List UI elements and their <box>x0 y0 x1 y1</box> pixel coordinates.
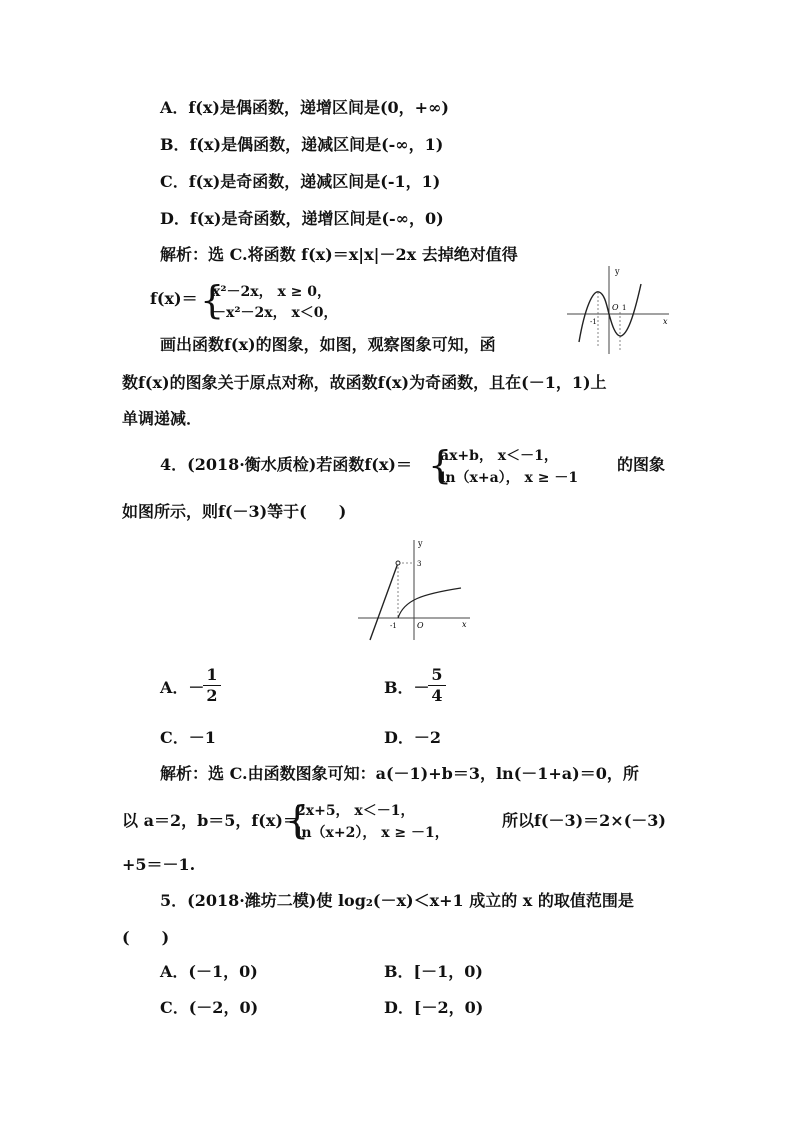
q3-solution-line4: 单调递减． <box>122 409 203 428</box>
q3-graph-y-label: y <box>615 267 620 276</box>
q4-solution-text: 选 C.由函数图象可知：a(－1)+b＝3，ln(－1+a)＝0，所 <box>208 764 639 783</box>
q3-graph-minus-one: -1 <box>590 318 597 326</box>
q3-graph-origin: O <box>612 303 619 312</box>
q4-case-2: ln（x+a）， x ≥ －1 <box>440 470 579 486</box>
q3-graph-x-label: x <box>663 317 668 326</box>
q5-stem-line1: 5．(2018·潍坊二模)使 log₂(－x)＜x+1 成立的 x 的取值范围是 <box>160 891 634 910</box>
q4-option-b-denominator: 4 <box>431 686 443 705</box>
q4-graph-minus-one: -1 <box>390 622 397 630</box>
q4-solution-line2b: 所以f(－3)＝2×(－3) <box>502 811 666 830</box>
q4-solution-case-2: ln（x+2）， x ≥ －1， <box>296 825 449 841</box>
q4-brace: { <box>428 443 453 487</box>
q4-graph-y-label: y <box>418 539 423 548</box>
q5-option-b: B．[－1，0) <box>384 962 483 981</box>
q4-solution-line2a: 以 a＝2，b＝5，f(x)＝ <box>122 811 299 830</box>
q3-fx-label: f(x)＝ <box>150 289 198 308</box>
q3-solution-label: 解析： <box>160 245 209 264</box>
q3-option-c: C．f(x)是奇函数，递减区间是(-1，1) <box>160 172 441 191</box>
q4-option-d: D．－2 <box>384 728 442 747</box>
q4-solution-label: 解析： <box>160 764 209 783</box>
q4-option-b-numerator: 5 <box>431 665 443 684</box>
q3-graph-one: 1 <box>622 304 627 312</box>
q3-option-b: B．f(x)是偶函数，递减区间是(-∞，1) <box>160 135 444 154</box>
q4-stem-part1: 4．(2018·衡水质检)若函数f(x)＝ <box>160 455 412 474</box>
q4-solution-line3: +5＝－1. <box>122 855 196 874</box>
q3-brace: { <box>200 278 225 322</box>
q3-option-d: D．f(x)是奇函数，递增区间是(-∞，0) <box>160 209 444 228</box>
q4-solution-brace: { <box>285 798 310 842</box>
q3-solution-line3: 数f(x)的图象关于原点对称，故函数f(x)为奇函数，且在(－1，1)上 <box>122 373 607 392</box>
q4-option-b-fraction <box>428 665 446 706</box>
q4-graph-three: 3 <box>417 560 422 568</box>
q3-function-graph <box>565 262 675 357</box>
q3-case-1: x²－2x， x ≥ 0， <box>212 284 332 300</box>
q4-function-graph <box>356 536 476 648</box>
q4-option-a-fraction <box>203 665 221 706</box>
q5-option-a: A．(－1，0) <box>160 962 258 981</box>
q3-option-a: A．f(x)是偶函数，递增区间是(0，+∞) <box>160 98 449 117</box>
q4-option-a-numerator: 1 <box>206 665 218 684</box>
q3-solution-line1 <box>160 244 518 266</box>
q4-graph-origin: O <box>417 621 424 630</box>
q4-option-b-label: B．－ <box>384 678 430 697</box>
q4-solution-case-1: 2x+5， x＜－1， <box>296 803 415 819</box>
q4-solution-line1 <box>160 763 639 785</box>
q4-graph-x-label: x <box>462 620 467 629</box>
q4-option-c: C．－1 <box>160 728 216 747</box>
q3-solution-text: 选 C.将函数 f(x)＝x|x|－2x 去掉绝对值得 <box>208 245 518 264</box>
q3-case-2: －x²－2x， x＜0， <box>212 305 338 321</box>
q5-option-d: D．[－2，0) <box>384 998 484 1017</box>
q4-option-a-denominator: 2 <box>206 686 218 705</box>
q5-option-c: C．(－2，0) <box>160 998 259 1017</box>
q4-case-1: ax+b， x＜－1， <box>440 448 558 464</box>
q5-stem-line2: ( ) <box>122 928 170 947</box>
q4-stem-part3: 如图所示，则f(－3)等于( ) <box>122 502 347 521</box>
q4-stem-part2: 的图象 <box>617 455 666 474</box>
q3-solution-line2: 画出函数f(x)的图象，如图，观察图象可知，函 <box>160 335 496 354</box>
q4-option-a-label: A．－ <box>160 678 205 697</box>
